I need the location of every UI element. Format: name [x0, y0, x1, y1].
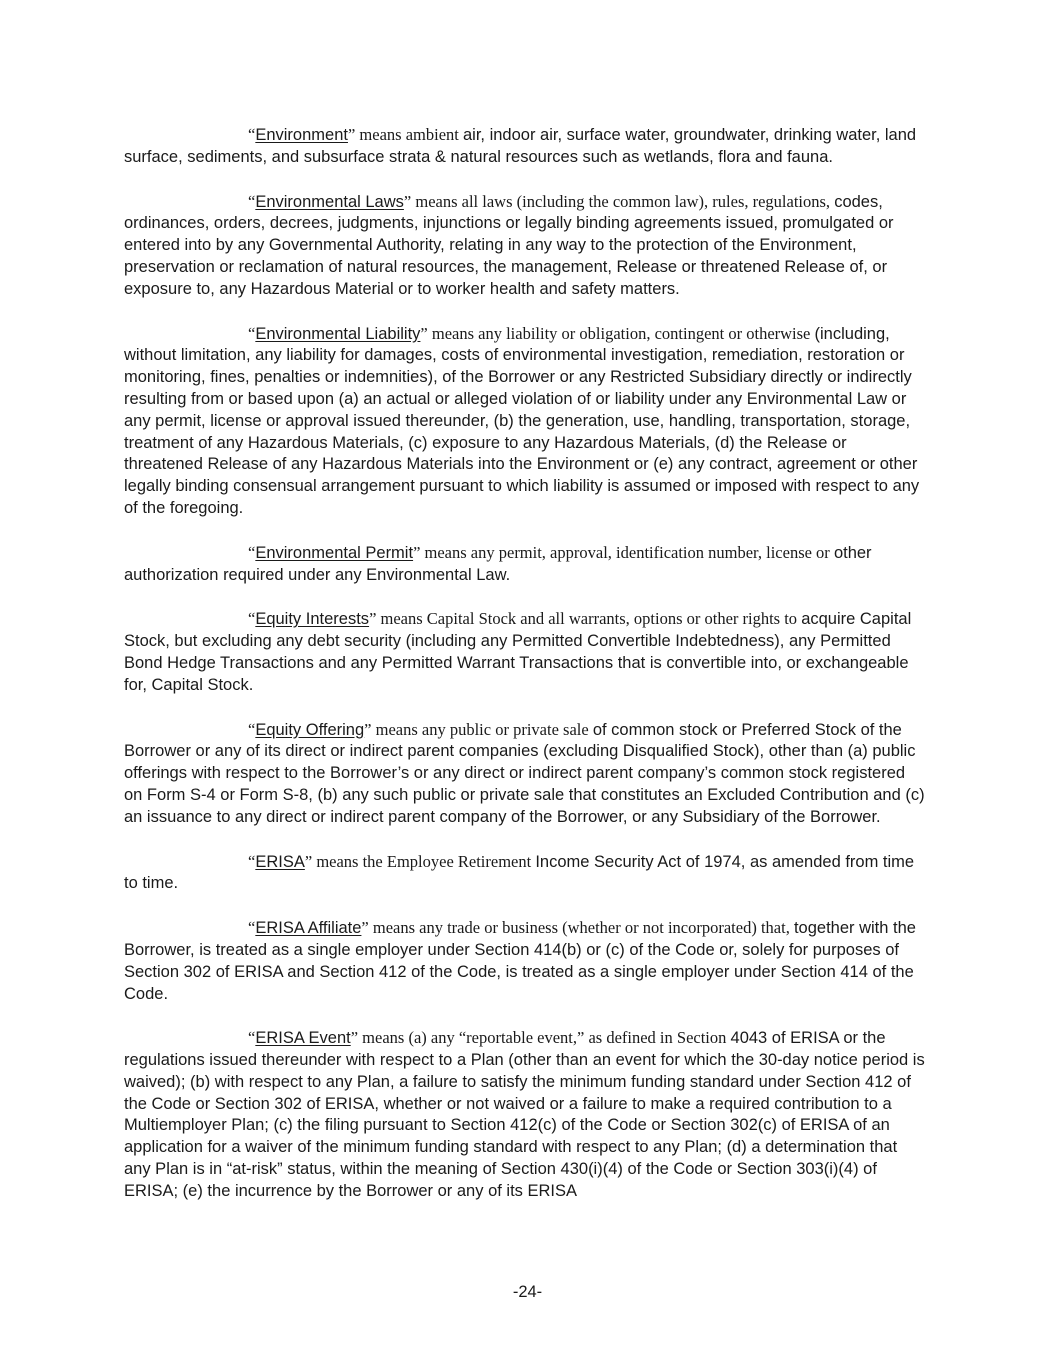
definition-lead: means any liability or obligation, contingent or otherwise [427, 323, 815, 343]
close-quote: ” [413, 542, 421, 562]
definition-body: codes, ordinances, orders, decrees, judgments, injunctions or legally binding agreements issued, promulgated or entered into by any Governmental Authority, relating in any way to the protection of the Environment, preservation or reclamation of natural resources, the management, Release or threatened Release of, or exposure to, any Hazardous Material or to worker health and safety matters. [124, 192, 894, 298]
close-quote: ” [347, 125, 356, 144]
close-quote: ” [364, 719, 372, 739]
definition-body: air, indoor air, surface water, groundwater, drinking water, land surface, sediments, and subsurface strata & natural resources such as wetlands, flora and fauna. [124, 126, 917, 166]
open-quote: “ [248, 609, 256, 629]
open-quote: “ [248, 125, 256, 144]
open-quote: “ [248, 918, 256, 938]
definition-lead: means Capital Stock and all warrants, options or other rights to [376, 609, 802, 629]
defined-term: Equity Interests [255, 610, 370, 629]
definition-body: other authorization required under any Environmental Law. [124, 543, 872, 584]
close-quote: ” [403, 191, 412, 211]
definition-lead: means ambient [355, 125, 463, 144]
close-quote: ” [350, 1028, 359, 1048]
definition-erisa [124, 851, 926, 896]
definition-environment [124, 124, 926, 169]
open-quote: “ [248, 719, 256, 739]
close-quote: ” [304, 851, 313, 871]
open-quote: “ [248, 851, 256, 871]
open-quote: “ [248, 1028, 256, 1048]
page-number: -24- [512, 1283, 543, 1301]
defined-term: Environmental Permit [255, 543, 414, 562]
document-body [124, 124, 926, 1225]
definition-lead: means any trade or business (whether or not incorporated) that, [368, 918, 794, 938]
definition-body: Income Security Act of 1974, as amended from time to time. [124, 852, 915, 893]
definition-lead: means the Employee Retirement [312, 851, 536, 871]
definition-equity-interests [124, 608, 926, 696]
definition-body: together with the Borrower, is treated as a single employer under Section 414(b) or (c) of the Code or, solely for purposes of Section 302 of ERISA and Section 412 of the Code, is treated as a single employer under Section 414 of the Code. [124, 919, 916, 1003]
defined-term: Environmental Laws [255, 192, 404, 211]
close-quote: ” [420, 323, 428, 343]
open-quote: “ [248, 542, 256, 562]
definition-body: 4043 of ERISA or the regulations issued thereunder with respect to a Plan (other than an event for which the 30-day notice period is waived); (b) with respect to any Plan, a failure to satisfy the minimum funding standard under Section 412 of the Code or Section 302 of ERISA, whether or not waived or a failure to make a required contribution to a Multiemployer Plan; (c) the filing pursuant to Section 412(c) of the Code or Section 302(c) of ERISA of an application for a waiver of the minimum funding standard with respect to any Plan; (d) a determination that any Plan is in “at-risk” status, within the meaning of Section 430(i)(4) of the Code or Section 303(i)(4) of ERISA; (e) the incurrence by the Borrower or any of its ERISA [124, 1029, 925, 1200]
definition-body: of common stock or Preferred Stock of the Borrower or any of its direct or indirect parent companies (excluding Disqualified Stock), other than (a) public offerings with respect to the Borrower’s or any direct or indirect parent company’s common stock registered on Form S-4 or Form S-8, (b) any such public or private sale that constitutes an Excluded Contribution and (c) an issuance to any direct or indirect parent company of the Borrower, or any Subsidiary of the Borrower. [124, 720, 925, 826]
definition-lead: means any permit, approval, identification number, license or [420, 542, 834, 562]
open-quote: “ [248, 191, 256, 211]
definition-environmental-laws [124, 191, 926, 301]
defined-term: ERISA Event [255, 1029, 351, 1048]
definition-lead: means (a) any “reportable event,” as defined in Section [358, 1028, 731, 1048]
open-quote: “ [248, 323, 256, 343]
definition-body: (including, without limitation, any liability for damages, costs of environmental investigation, remediation, restoration or monitoring, fines, penalties or indemnities), of the Borrower or any Restricted Subsidiary directly or indirectly resulting from or based upon (a) an actual or alleged violation of or liability under any Environmental Law or any permit, license or approval issued thereunder, (b) the generation, use, handling, transportation, storage, treatment of any Hazardous Materials, (c) exposure to any Hazardous Materials, (d) the Release or threatened Release of any Hazardous Materials into the Environment or (e) any contract, agreement or other legally binding consensual arrangement pursuant to which liability is assumed or imposed with respect to any of the foregoing. [124, 324, 920, 517]
definition-lead: means any public or private sale [371, 719, 593, 739]
definition-environmental-liability [124, 323, 926, 520]
defined-term: Equity Offering [255, 720, 365, 739]
definition-erisa-affiliate [124, 917, 926, 1005]
defined-term: Environmental Liability [255, 324, 421, 343]
defined-term: ERISA Affiliate [255, 919, 362, 938]
definition-erisa-event [124, 1027, 926, 1202]
close-quote: ” [369, 609, 377, 629]
defined-term: ERISA [255, 852, 305, 871]
defined-term: Environment [255, 126, 348, 144]
definition-body: acquire Capital Stock, but excluding any debt security (including any Permitted Convertible Indebtedness), any Permitted Bond Hedge Transactions and any Permitted Warrant Transactions that is convertible into, or exchangeable for, Capital Stock. [124, 610, 912, 694]
close-quote: ” [361, 918, 369, 938]
definition-lead: means all laws (including the common law), rules, regulations, [411, 191, 835, 211]
definition-equity-offering [124, 719, 926, 829]
definition-environmental-permit [124, 542, 926, 587]
